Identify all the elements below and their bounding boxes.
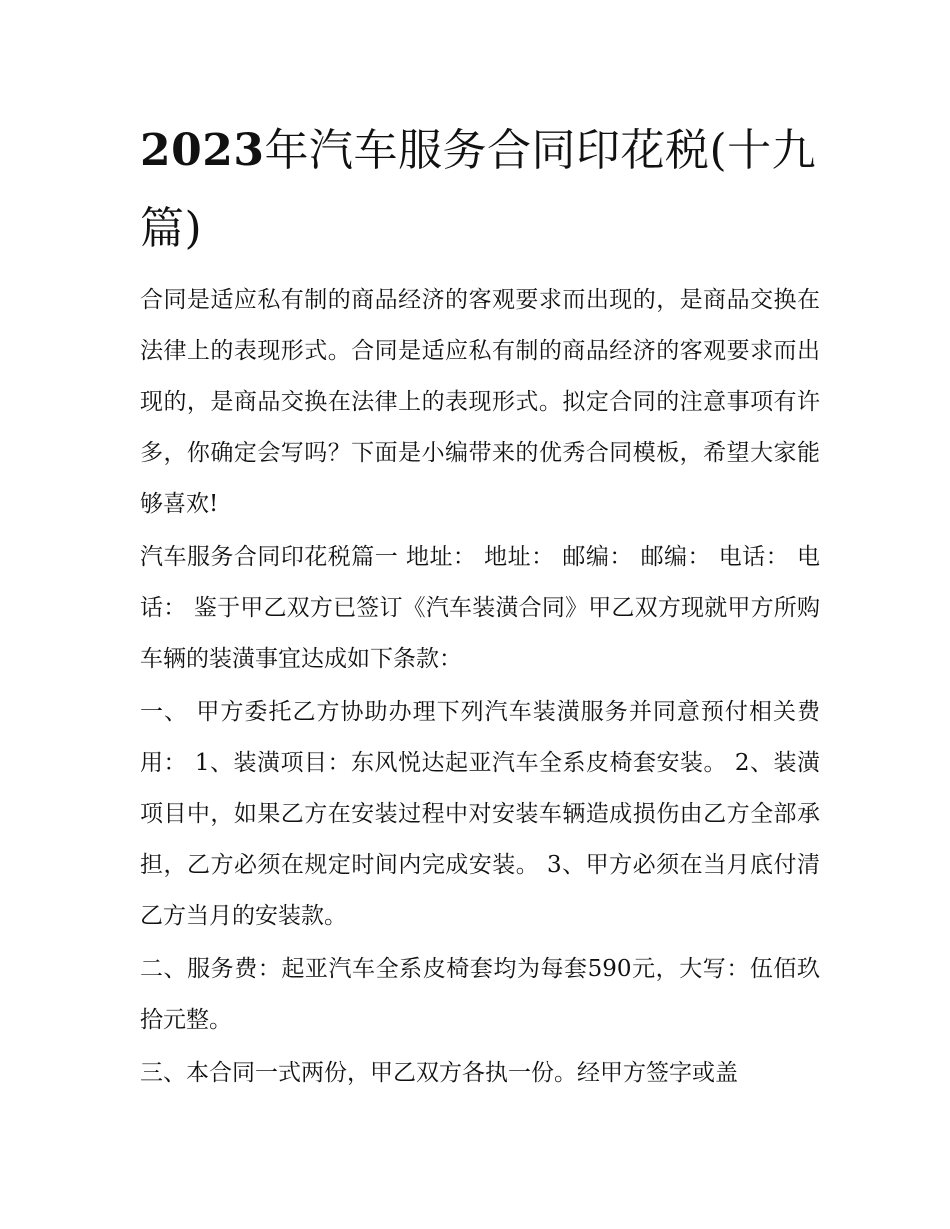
contract-header-paragraph: 汽车服务合同印花税篇一 地址： 地址： 邮编： 邮编： 电话： 电话： 鉴于甲乙双方已签订《汽车装潢合同》甲乙双方现就甲方所购车辆的装潢事宜达成如下条款： <box>140 544 820 672</box>
clause-one-paragraph: 一、 甲方委托乙方协助办理下列汽车装潢服务并同意预付相关费用： 1、装潢项目：东风悦达起亚汽车全系皮椅套安装。 2、装潢项目中，如果乙方在安装过程中对安装车辆造成损伤由乙方全部承担，乙方必须在规定时间内完成安装。 3、甲方必须在当月底付清乙方当月的安装款。 <box>140 699 820 929</box>
intro-paragraph: 合同是适应私有制的商品经济的客观要求而出现的，是商品交换在法律上的表现形式。合同是适应私有制的商品经济的客观要求而出现的，是商品交换在法律上的表现形式。拟定合同的注意事项有许多，你确定会写吗？下面是小编带来的优秀合同模板，希望大家能够喜欢! <box>140 287 820 517</box>
title-year: 2023 <box>140 125 265 176</box>
document-title <box>140 112 820 268</box>
clause-two-paragraph: 二、服务费：起亚汽车全系皮椅套均为每套590元，大写：伍佰玖拾元整。 <box>140 956 820 1033</box>
clause-three-paragraph: 三、本合同一式两份，甲乙双方各执一份。经甲方签字或盖 <box>140 1060 738 1086</box>
document-body <box>140 275 820 1101</box>
title-text: 年汽车服务合同印花税(十九篇) <box>140 125 817 254</box>
